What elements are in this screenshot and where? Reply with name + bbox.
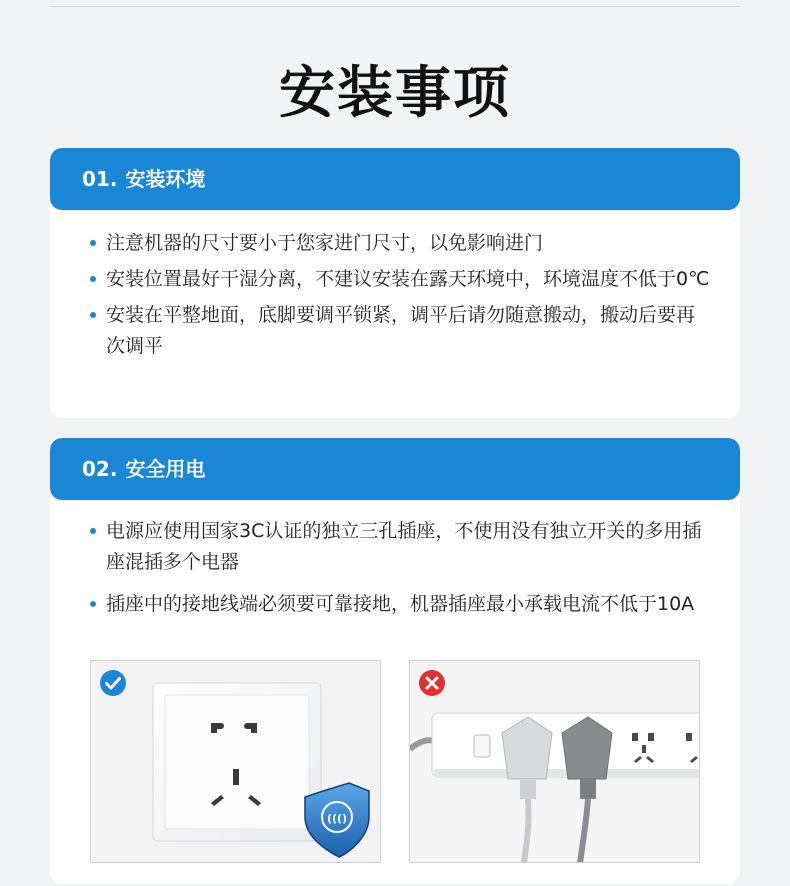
wall-socket-icon (91, 661, 381, 863)
list-item-text: 安装在平整地面，底脚要调平锁紧，调平后请勿随意搬动，搬动后要再次调平 (106, 304, 696, 357)
bullet-list (50, 500, 740, 620)
correct-socket-image (90, 660, 381, 863)
wrong-power-strip-image (409, 660, 700, 863)
list-item (90, 300, 710, 362)
svg-text:(((): ((() (326, 812, 348, 825)
section-install-environment (50, 148, 740, 418)
list-item-text: 注意机器的尺寸要小于您家进门尺寸，以免影响进门 (106, 232, 544, 254)
list-item-text: 电源应使用国家3C认证的独立三孔插座，不使用没有独立开关的多用插座混插多个电器 (106, 520, 702, 573)
bullet-list (50, 210, 740, 362)
list-item-text: 插座中的接地线端必须要可靠接地，机器插座最小承载电流不低于10A (106, 593, 695, 615)
list-item (90, 228, 710, 259)
top-divider (50, 6, 740, 7)
list-item (90, 264, 710, 295)
section-header (50, 438, 740, 500)
list-item (90, 516, 710, 578)
power-strip-icon (410, 661, 700, 863)
page-title: 安装事项 (279, 61, 511, 126)
bullet-dot (90, 601, 96, 607)
bullet-dot (90, 312, 96, 318)
section-header (50, 148, 740, 210)
bullet-dot (90, 528, 96, 534)
check-circle-icon (99, 669, 127, 697)
bullet-dot (90, 276, 96, 282)
section-title: 安装环境 (125, 167, 206, 191)
list-item-text: 安装位置最好干湿分离，不建议安装在露天环境中，环境温度不低于0℃ (106, 268, 710, 290)
list-item (90, 589, 710, 620)
section-electrical-safety (50, 438, 740, 884)
section-title: 安全用电 (125, 457, 206, 481)
bullet-dot (90, 240, 96, 246)
cross-circle-icon (418, 669, 446, 697)
section-number: 01. (82, 167, 118, 191)
section-number: 02. (82, 457, 118, 481)
